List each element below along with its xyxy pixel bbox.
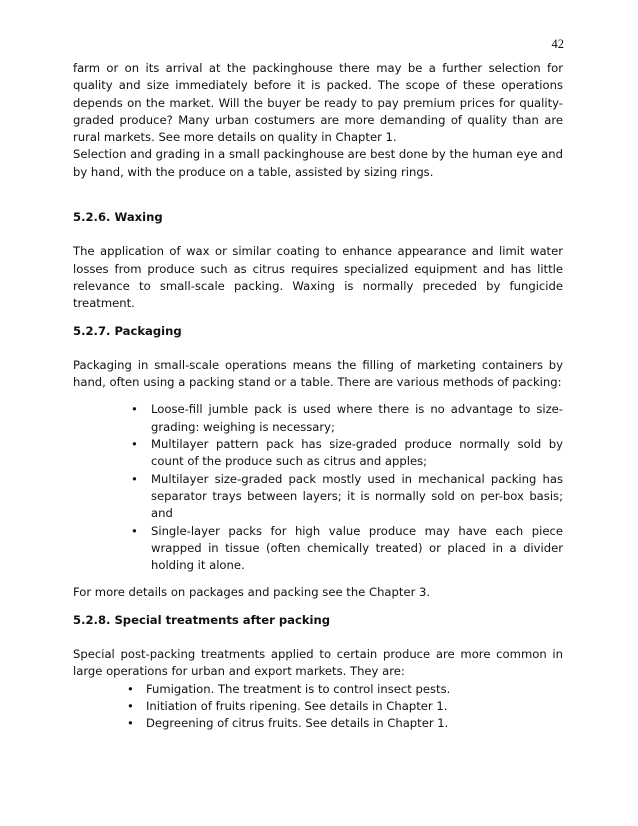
special-treatments-list: [73, 681, 563, 733]
packing-methods-list: [73, 401, 563, 574]
waxing-paragraph: The application of wax or similar coating to enhance appearance and limit water losses from produce such as citrus requires specialized equipment and has little relevance to small-scale packing. Waxing is normally preceded by fungicide treatment.: [73, 244, 563, 311]
list-item: • Single-layer packs for high value produce may have each piece wrapped in tissue (often chemically treated) or placed in a divider holding it alone.: [131, 523, 563, 573]
packaging-paragraph: Packaging in small-scale operations means the filling of marketing containers by hand, often using a packing stand or a table. There are various methods of packing:: [73, 357, 563, 390]
list-item: • Loose-fill jumble pack is used where there is no advantage to size-grading: weighing is necessary;: [131, 402, 563, 434]
bullet-icon: •: [131, 523, 138, 538]
heading-packaging: 5.2.7. Packaging: [73, 323, 182, 338]
list-item: • Degreening of citrus fruits. See details in Chapter 1.: [73, 715, 563, 732]
heading-waxing: 5.2.6. Waxing: [73, 210, 163, 225]
bullet-icon: •: [127, 698, 134, 713]
page-number: 42: [551, 37, 564, 51]
list-item: • Fumigation. The treatment is to control insect pests.: [73, 681, 563, 698]
bullet-icon: •: [127, 716, 134, 731]
list-item: • Initiation of fruits ripening. See details in Chapter 1.: [73, 698, 563, 715]
packaging-footer-paragraph: For more details on packages and packing see the Chapter 3.: [73, 585, 431, 600]
special-treatments-paragraph: Special post-packing treatments applied to certain produce are more common in large operations for urban and export markets. They are:: [73, 647, 563, 679]
list-item: • Multilayer pattern pack has size-graded produce normally sold by count of the produce such as citrus and apples;: [131, 437, 563, 469]
bullet-icon: •: [131, 437, 138, 452]
bullet-icon: •: [131, 471, 138, 486]
bullet-icon: •: [127, 681, 134, 696]
bullet-icon: •: [131, 402, 138, 417]
intro-paragraph-2: Selection and grading in a small packinghouse are best done by the human eye and by hand, with the produce on a table, assisted by sizing rings.: [73, 147, 563, 179]
page-content: [73, 60, 563, 733]
heading-special-treatments: 5.2.8. Special treatments after packing: [73, 612, 331, 627]
list-item: • Multilayer size-graded pack mostly used in mechanical packing has separator trays between layers; it is normally sold on per-box basis; and: [131, 471, 563, 521]
intro-paragraph-1: farm or on its arrival at the packinghouse there may be a further selection for quality and size immediately before it is packed. The scope of these operations depends on the market. Will the buyer be ready to pay premium prices for quality-graded produce? Many urban costumers are more demanding of quality than are rural markets. See more details on quality in Chapter 1.: [73, 61, 563, 145]
